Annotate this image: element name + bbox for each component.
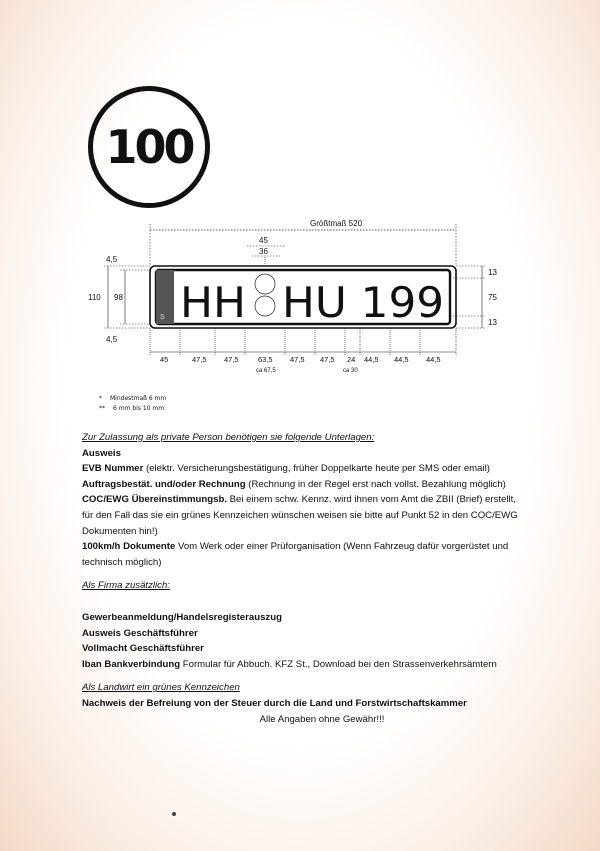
dim-bottom-47-5-a: 47,5: [192, 355, 207, 364]
item-auftrag: Auftragsbestät. und/oder Rechnung (Rechnung in der Regel erst nach vollst. Bezahlung möglich): [82, 478, 506, 490]
dim-left-4-5-bottom: 4,5: [106, 335, 118, 344]
heading-firma: Als Firma zusätzlich:: [82, 580, 170, 592]
dim-left-110: 110: [88, 293, 101, 302]
item-coc: COC/EWG Übereinstimmungsb. Bei einem schw. Kennz. wird ihnen vom Amt die ZBII (Brief) erstellt,: [82, 494, 516, 506]
item-coc-cont-2: Dokumenten hin!): [82, 525, 158, 537]
license-plate-diagram: [0, 210, 600, 380]
item-100kmh-cont: technisch möglich): [82, 556, 162, 568]
heading-landwirt: Als Landwirt ein grünes Kennzeichen: [82, 682, 240, 694]
item-ausweis-gf: Ausweis Geschäftsführer: [82, 627, 198, 639]
dim-bottom-44-5-c: 44,5: [426, 355, 441, 364]
footnote-2: ** 6 mm bis 10 mm: [99, 405, 165, 412]
plate-country-code: S: [160, 314, 165, 321]
dim-right-13-top: 13: [488, 268, 497, 277]
plate-text-left: HH: [180, 278, 246, 327]
dim-approx-label-b: ca: [343, 368, 350, 374]
item-ausweis: Ausweis: [82, 447, 121, 459]
heading-private: Zur Zulassung als private Person benötigen sie folgende Unterlagen:: [82, 432, 375, 443]
speed-limit-value: 100: [105, 120, 193, 174]
item-nachweis: Nachweis der Befreiung von der Steuer durch die Land und Forstwirtschaftskammer: [82, 697, 467, 709]
document-body: [82, 430, 522, 727]
dim-left-4-5-top: 4,5: [106, 255, 118, 264]
dim-right-75: 75: [488, 293, 497, 302]
dim-bottom-47-5-d: 47,5: [320, 355, 335, 364]
dim-right-13-bottom: 13: [488, 318, 497, 327]
item-100kmh: 100km/h Dokumente Vom Werk oder einer Prüforganisation (Wenn Fahrzeug dafür vorgerüstet und: [82, 541, 509, 553]
item-coc-cont-1: für den Fall das sie ein grünes Kennzeichen wünschen weisen sie bitte auf Punkt 52 in den COC/EWG: [82, 509, 518, 521]
dim-bottom-67-5: 67,5: [264, 368, 276, 374]
dim-max-length: Größtmaß 520: [310, 219, 363, 228]
dim-bottom-47-5-c: 47,5: [290, 355, 305, 364]
item-vollmacht: Vollmacht Geschäftsführer: [82, 643, 204, 655]
dim-36-top: 36: [259, 247, 268, 256]
dim-bottom-24: 24: [347, 355, 356, 364]
footnotes: [99, 394, 166, 414]
dim-bottom-45: 45: [160, 355, 169, 364]
footnote-1: * Mindestmaß 6 mm: [99, 395, 167, 402]
dim-left-98: 98: [114, 293, 123, 302]
dim-45-top: 45: [259, 236, 268, 245]
dim-bottom-44-5-a: 44,5: [364, 355, 379, 364]
item-evb: EVB Nummer (elektr. Versicherungsbestätigung, früher Doppelkarte heute per SMS oder email): [82, 463, 490, 475]
dim-bottom-44-5-b: 44,5: [394, 355, 409, 364]
closing-note: Alle Angaben ohne Gewähr!!!: [259, 713, 385, 725]
dim-bottom-47-5-b: 47,5: [224, 355, 239, 364]
speck-mark: [172, 812, 176, 816]
item-iban: Iban Bankverbindung Formular für Abbuch. KFZ St., Download bei den Strassenverkehrsämtern: [82, 658, 497, 670]
speed-limit-100-sign: [88, 86, 210, 208]
dim-approx-label-a: ca: [256, 368, 263, 374]
dim-bottom-63-5: 63,5: [258, 355, 273, 364]
plate-text-right: HU 199: [282, 278, 444, 327]
dim-bottom-30: 30: [351, 368, 358, 374]
eu-band: [156, 270, 174, 324]
item-gewerbe: Gewerbeanmeldung/Handelsregisterauszug: [82, 611, 282, 623]
